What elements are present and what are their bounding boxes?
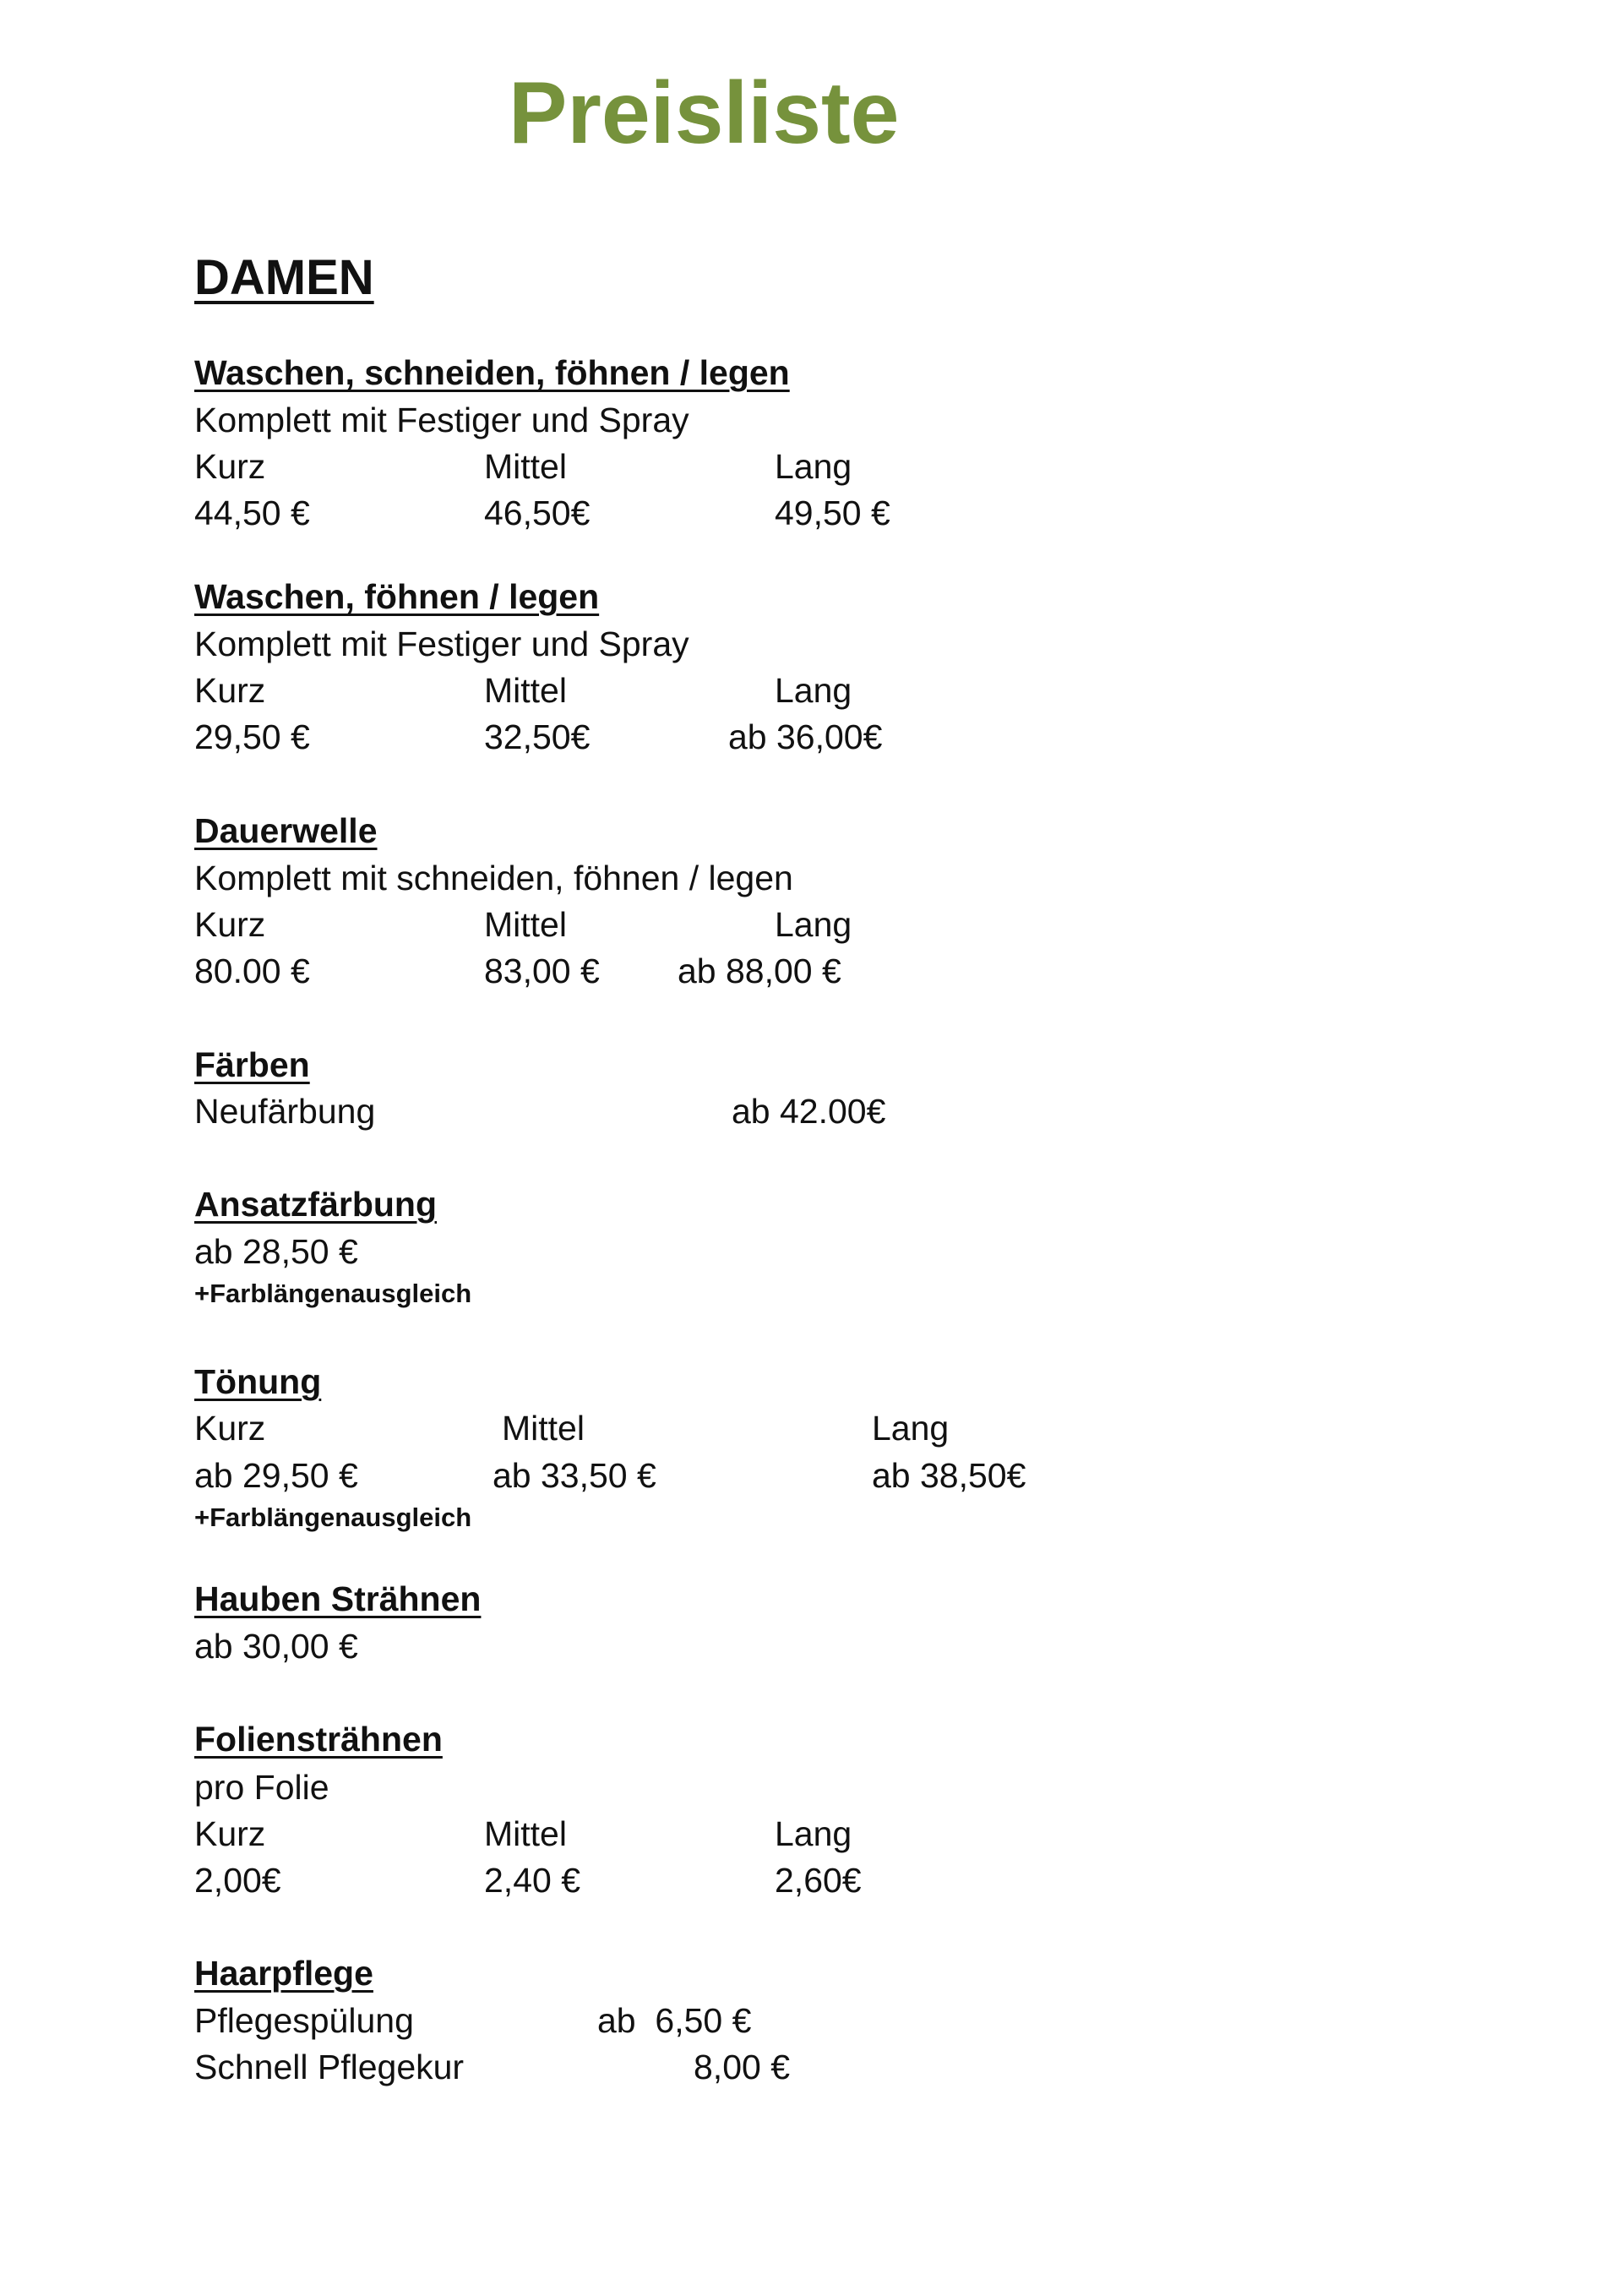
price-mittel: 32,50€ xyxy=(484,717,591,756)
heading-faerben: Färben xyxy=(194,1045,310,1084)
heading-haarpflege: Haarpflege xyxy=(194,1954,373,1993)
item-schnell-pflegekur: Schnell Pflegekur xyxy=(194,2048,465,2086)
label-lang: Lang xyxy=(775,447,852,486)
label-kurz: Kurz xyxy=(194,671,266,710)
note-farblaengenausgleich: +Farblängenausgleich xyxy=(194,1502,472,1532)
section-heading-damen: DAMEN xyxy=(194,250,374,305)
price-lang: ab 38,50€ xyxy=(872,1456,1026,1495)
item-neufaerbung: Neufärbung xyxy=(194,1092,376,1131)
price-mittel: 46,50€ xyxy=(484,494,591,532)
heading-toenung: Tönung xyxy=(194,1362,322,1401)
label-mittel: Mittel xyxy=(484,905,567,944)
heading-waschen-foehnen: Waschen, föhnen / legen xyxy=(194,577,600,616)
price-kurz: 44,50 € xyxy=(194,494,310,532)
subtitle-waschen-schneiden: Komplett mit Festiger und Spray xyxy=(194,401,689,439)
price-lang: 49,50 € xyxy=(775,494,890,532)
label-mittel: Mittel xyxy=(484,1814,567,1853)
heading-hauben-straehnen: Hauben Strähnen xyxy=(194,1579,482,1618)
heading-dauerwelle: Dauerwelle xyxy=(194,811,378,850)
label-mittel: Mittel xyxy=(484,671,567,710)
subtitle-waschen-foehnen: Komplett mit Festiger und Spray xyxy=(194,624,689,663)
price-mittel: 83,00 € xyxy=(484,952,600,990)
label-kurz: Kurz xyxy=(194,447,266,486)
heading-ansatzfaerbung: Ansatzfärbung xyxy=(194,1185,437,1224)
price-kurz: 29,50 € xyxy=(194,717,310,756)
subtitle-dauerwelle: Komplett mit schneiden, föhnen / legen xyxy=(194,859,793,897)
price-neufaerbung: ab 42.00€ xyxy=(732,1092,886,1131)
price-kurz: 2,00€ xyxy=(194,1861,281,1900)
price-schnell-pflegekur: 8,00 € xyxy=(694,2048,790,2086)
price-lang: 2,60€ xyxy=(775,1861,862,1900)
heading-waschen-schneiden: Waschen, schneiden, föhnen / legen xyxy=(194,353,790,392)
price-ansatzfaerbung: ab 28,50 € xyxy=(194,1232,358,1271)
label-kurz: Kurz xyxy=(194,1409,266,1448)
price-pflegespuelung: ab 6,50 € xyxy=(597,2001,752,2040)
price-kurz: ab 29,50 € xyxy=(194,1456,358,1495)
label-kurz: Kurz xyxy=(194,905,266,944)
label-kurz: Kurz xyxy=(194,1814,266,1853)
label-lang: Lang xyxy=(775,1814,852,1853)
item-pflegespuelung: Pflegespülung xyxy=(194,2001,414,2040)
label-lang: Lang xyxy=(775,905,852,944)
subtitle-pro-folie: pro Folie xyxy=(194,1768,329,1807)
price-hauben-straehnen: ab 30,00 € xyxy=(194,1627,358,1666)
price-lang: ab 88,00 € xyxy=(678,952,841,990)
price-kurz: 80.00 € xyxy=(194,952,310,990)
note-farblaengenausgleich: +Farblängenausgleich xyxy=(194,1279,472,1308)
label-mittel: Mittel xyxy=(502,1409,585,1448)
label-lang: Lang xyxy=(872,1409,950,1448)
label-mittel: Mittel xyxy=(484,447,567,486)
label-lang: Lang xyxy=(775,671,852,710)
price-mittel: 2,40 € xyxy=(484,1861,580,1900)
heading-folienstraehnen: Foliensträhnen xyxy=(194,1720,443,1759)
price-lang: ab 36,00€ xyxy=(728,717,883,756)
price-mittel: ab 33,50 € xyxy=(493,1456,656,1495)
page-title: Preisliste xyxy=(509,64,900,162)
